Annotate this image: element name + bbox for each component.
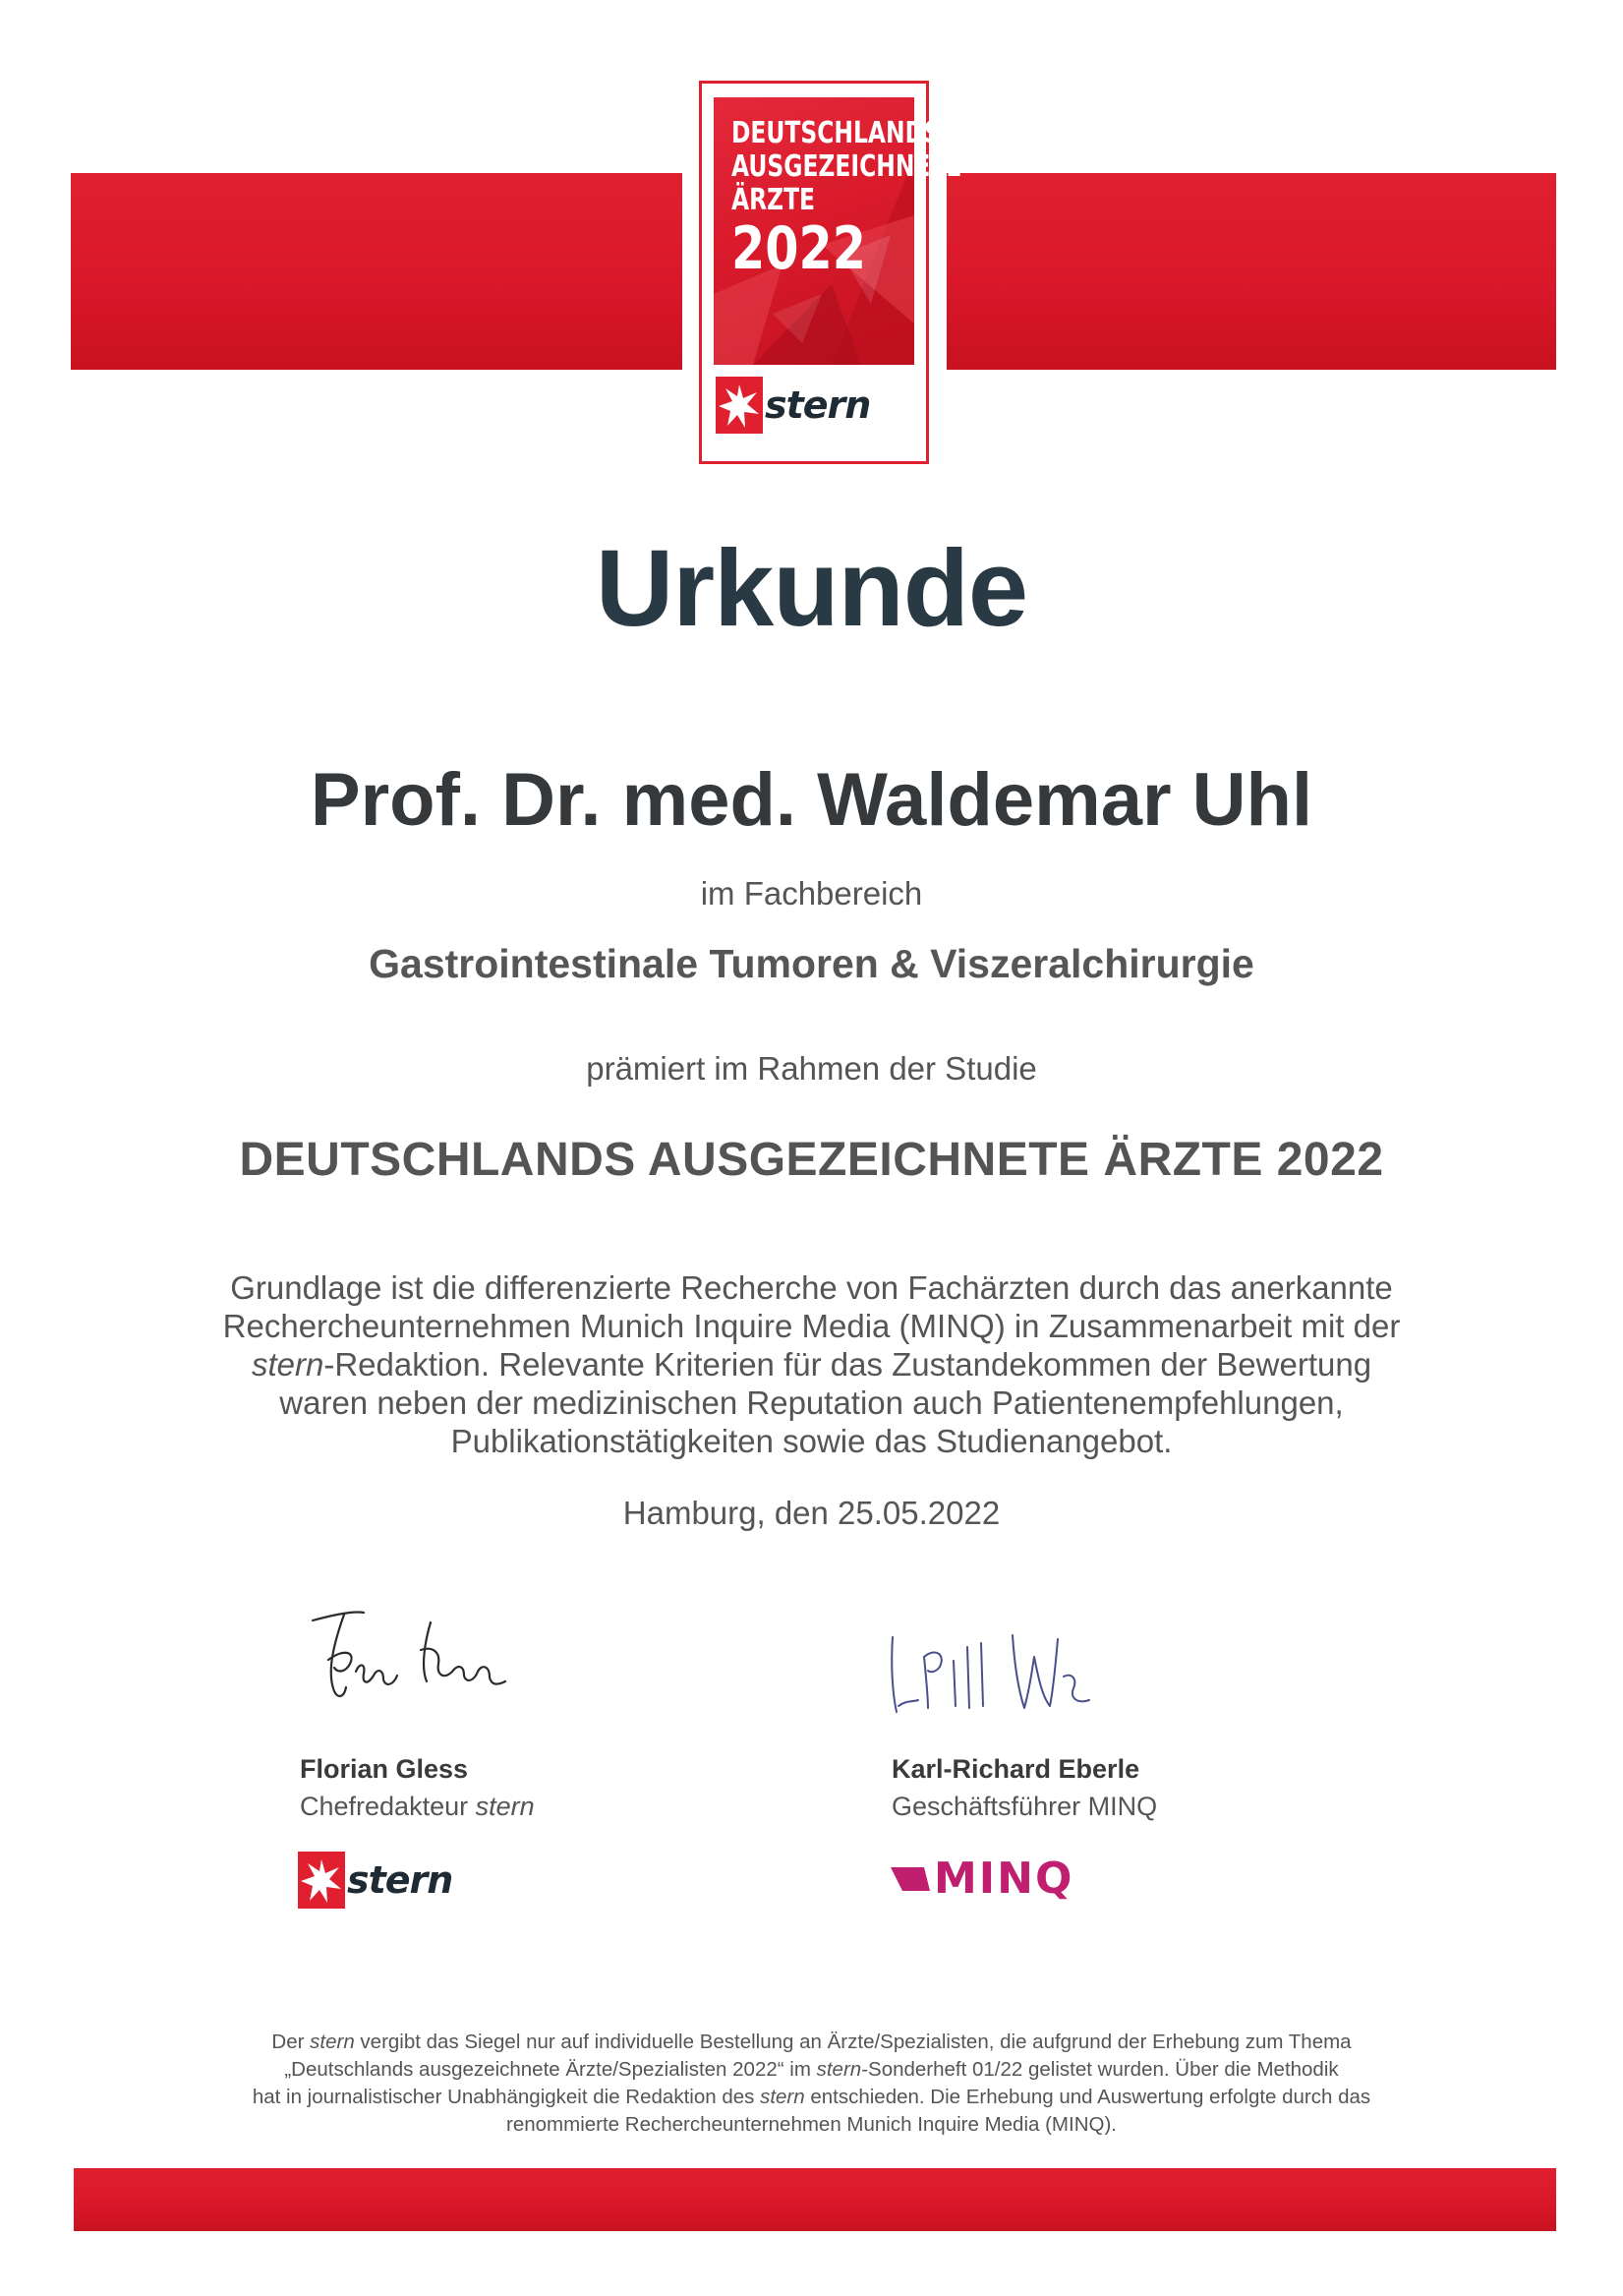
body-stern-italic: stern xyxy=(251,1346,324,1383)
recipient-name: Prof. Dr. med. Waldemar Uhl xyxy=(310,758,1313,842)
study-name: DEUTSCHLANDS AUSGEZEICHNETE ÄRZTE 2022 xyxy=(239,1134,1384,1186)
minq-mark-icon xyxy=(891,1863,930,1895)
signer-2-role: Geschäftsführer MINQ xyxy=(892,1792,1158,1821)
footnote-line-4: renommierte Rechercheunternehmen Munich Inquire Media (MINQ). xyxy=(506,2113,1117,2136)
signer-2-name: Karl-Richard Eberle xyxy=(892,1754,1140,1784)
body-line-3 xyxy=(0,1345,1623,1383)
seal-panel xyxy=(714,97,962,365)
stern-star-icon xyxy=(298,1852,345,1909)
stern-logo-text: stern xyxy=(347,1858,453,1902)
place-date: Hamburg, den 25.05.2022 xyxy=(622,1495,1001,1531)
body-paragraph xyxy=(0,1268,1623,1460)
signature-karl-richard-eberle xyxy=(885,1618,1140,1736)
body-line-3-rest: -Redaktion. Relevante Kriterien für das Zustandekommen der Bewertung xyxy=(323,1346,1372,1383)
stern-star-icon xyxy=(716,377,763,434)
header-band-left xyxy=(71,173,682,370)
body-line-4: waren neben der medizinischen Reputation auch Patientenempfehlungen, xyxy=(279,1384,1344,1421)
stern-logo xyxy=(298,1852,452,1914)
study-intro: prämiert im Rahmen der Studie xyxy=(586,1050,1037,1087)
certificate-title: Urkunde xyxy=(595,528,1028,649)
field-intro: im Fachbereich xyxy=(700,875,923,912)
footnote xyxy=(0,2029,1623,2139)
signature-florian-gless xyxy=(305,1603,521,1721)
specialty-field: Gastrointestinale Tumoren & Viszeralchirurgie xyxy=(369,941,1254,986)
seal-line-2: AUSGEZEICHNETE xyxy=(731,149,962,184)
signer-1-role-italic: stern xyxy=(475,1792,535,1821)
body-line-1: Grundlage ist die differenzierte Recherche von Fachärzten durch das anerkannte xyxy=(230,1269,1393,1306)
signer-1 xyxy=(300,1750,535,1825)
signer-1-name: Florian Gless xyxy=(300,1754,469,1784)
signer-1-role: Chefredakteur stern xyxy=(300,1792,535,1821)
footnote-line-1: Der stern vergibt das Siegel nur auf individuelle Bestellung an Ärzte/Spezialisten, die aufgrund der Erhebung zum Thema xyxy=(271,2031,1352,2053)
seal-brand-text: stern xyxy=(765,383,871,427)
footer-band xyxy=(74,2168,1556,2231)
body-line-5: Publikationstätigkeiten sowie das Studienangebot. xyxy=(450,1423,1173,1459)
minq-logo xyxy=(891,1854,1073,1903)
footnote-line-3: hat in journalistischer Unabhängigkeit die Redaktion des stern entschieden. Die Erhebung und Auswertung erfolgte durch das xyxy=(252,2086,1371,2108)
award-seal xyxy=(699,81,962,464)
signer-2 xyxy=(892,1750,1157,1825)
footnote-line-2: „Deutschlands ausgezeichnete Ärzte/Spezialisten 2022“ im stern-Sonderheft 01/22 gelistet wurden. Über die Methodik xyxy=(284,2058,1339,2081)
seal-year: 2022 xyxy=(731,214,866,283)
seal-stern-logo xyxy=(716,377,912,436)
minq-logo-text: MINQ xyxy=(934,1854,1074,1904)
seal-line-3: ÄRZTE xyxy=(731,183,816,217)
seal-line-1: DEUTSCHLANDS xyxy=(731,116,941,150)
body-line-2: Rechercheunternehmen Munich Inquire Media (MINQ) in Zusammenarbeit mit der xyxy=(222,1308,1401,1344)
header-band-right xyxy=(947,173,1556,370)
